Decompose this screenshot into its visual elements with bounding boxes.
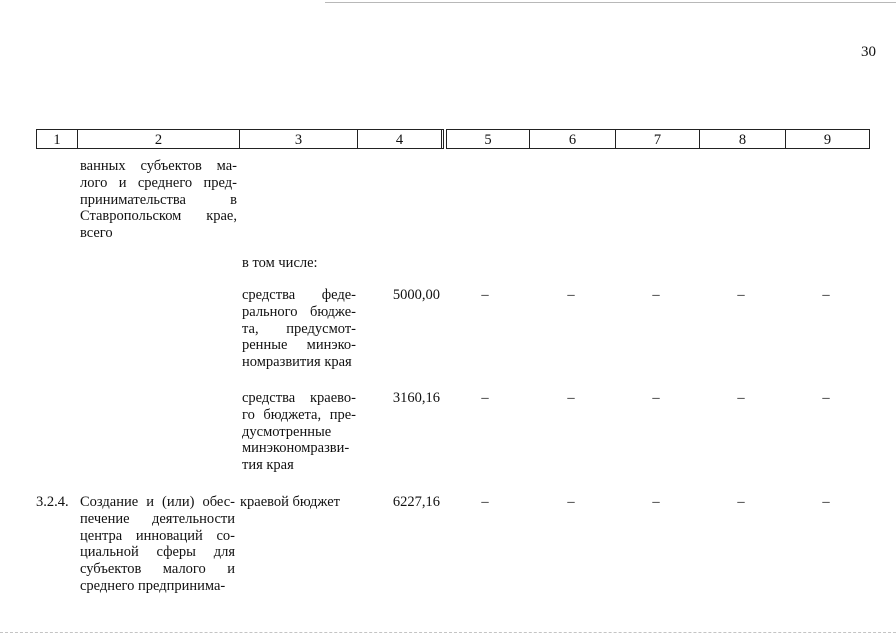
item-amount: 6227,16 <box>392 494 440 510</box>
text-line: та, предусмот- <box>242 320 356 337</box>
item-description <box>80 494 235 595</box>
dash-col9: – <box>822 494 830 510</box>
dash-col7: – <box>652 287 660 303</box>
dash-col6: – <box>567 494 575 510</box>
text-line: тия края <box>242 457 294 474</box>
regional-amount: 3160,16 <box>392 390 440 406</box>
header-cell-3: 3 <box>240 129 358 149</box>
text-line: всего <box>80 225 113 242</box>
federal-funds-label <box>242 287 356 371</box>
header-cell-9: 9 <box>786 129 870 149</box>
dash-col5: – <box>481 287 489 303</box>
text-line: центра инноваций со- <box>80 527 235 544</box>
dash-col6: – <box>567 287 575 303</box>
header-cell-6: 6 <box>530 129 616 149</box>
text-line: печение деятельности <box>80 510 235 527</box>
dash-col8: – <box>737 390 745 406</box>
text-line: Создание и (или) обес- <box>80 494 235 510</box>
item-funding-source: краевой бюджет <box>240 494 340 510</box>
header-cell-8: 8 <box>700 129 786 149</box>
continuation-description <box>80 158 237 242</box>
text-line: дусмотренные <box>242 423 332 440</box>
text-line: ренные минэко- <box>242 337 356 354</box>
federal-amount: 5000,00 <box>392 287 440 303</box>
dash-col7: – <box>652 390 660 406</box>
header-cell-4: 4 <box>358 129 442 149</box>
text-line: средства феде- <box>242 287 356 303</box>
dash-col5: – <box>481 390 489 406</box>
dash-col8: – <box>737 494 745 510</box>
text-line: минэкономразви- <box>242 440 350 457</box>
including-label: в том числе: <box>242 255 318 271</box>
header-cell-7: 7 <box>616 129 700 149</box>
text-line: го бюджета, пре- <box>242 406 356 423</box>
regional-funds-label <box>242 390 356 474</box>
dash-col9: – <box>822 287 830 303</box>
text-line: принимательства в <box>80 191 237 208</box>
dash-col9: – <box>822 390 830 406</box>
text-line: Ставропольском крае, <box>80 208 237 225</box>
scan-edge-line <box>325 2 896 3</box>
text-line: циальной сферы для <box>80 544 235 561</box>
dash-col6: – <box>567 390 575 406</box>
table-header-row <box>36 129 870 151</box>
text-line: номразвития края <box>242 354 352 371</box>
header-divider <box>442 129 444 149</box>
text-line: субъектов малого и <box>80 561 235 578</box>
header-cell-5: 5 <box>446 129 530 149</box>
page-number: 30 <box>861 44 876 60</box>
text-line: ванных субъектов ма- <box>80 158 237 174</box>
item-number: 3.2.4. <box>36 494 69 510</box>
header-cell-1: 1 <box>36 129 78 149</box>
dash-col7: – <box>652 494 660 510</box>
dash-col5: – <box>481 494 489 510</box>
text-line: средства краево- <box>242 390 356 406</box>
text-line: среднего предпринима- <box>80 577 226 594</box>
scan-edge-line <box>0 632 896 633</box>
text-line: рального бюдже- <box>242 303 356 320</box>
header-cell-2: 2 <box>78 129 240 149</box>
text-line: лого и среднего пред- <box>80 174 237 191</box>
dash-col8: – <box>737 287 745 303</box>
